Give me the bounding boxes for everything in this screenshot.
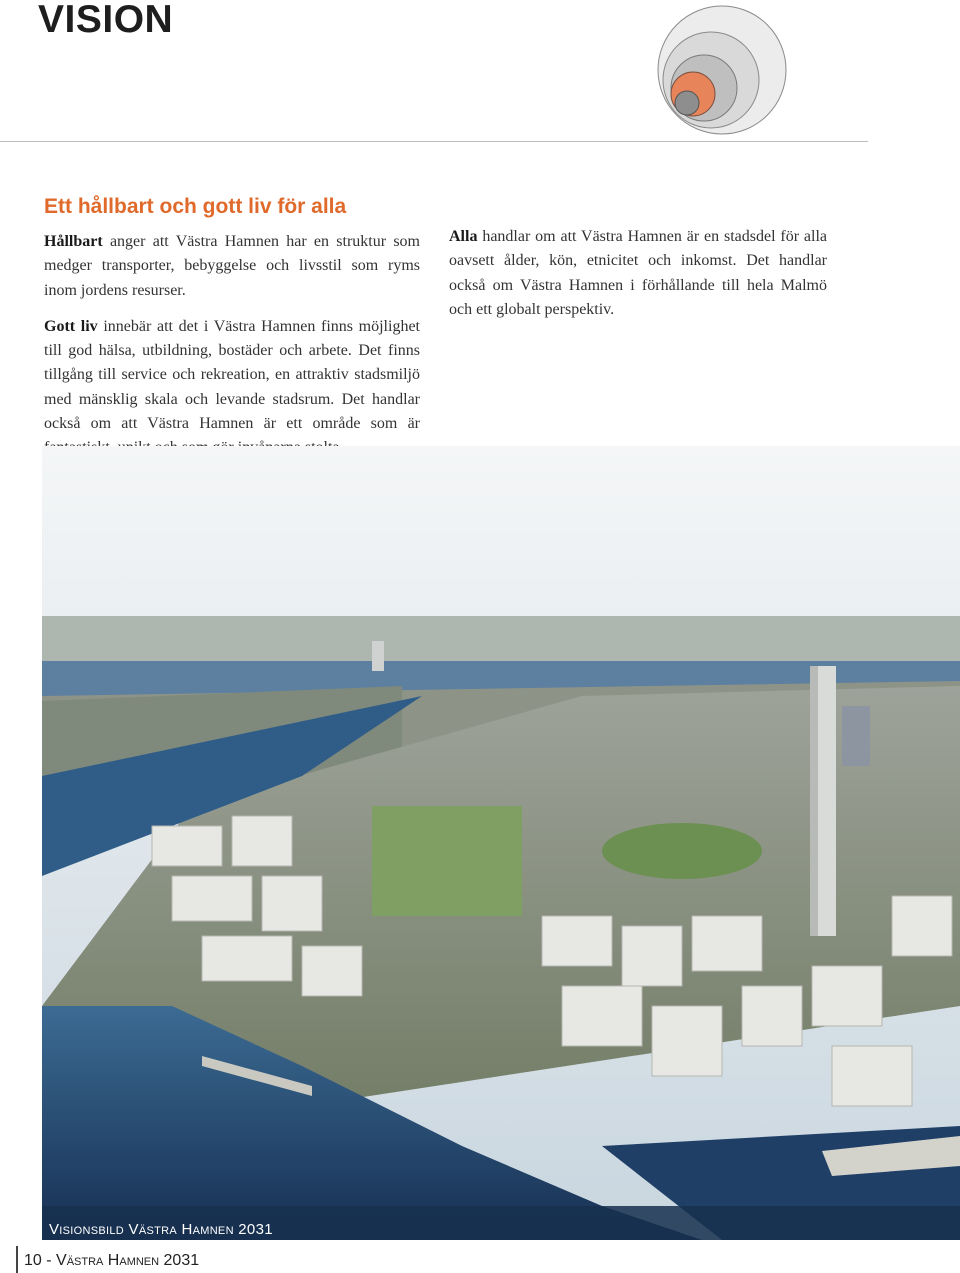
paragraph-text: handlar om att Västra Hamnen är en stadsdel för alla oavsett ålder, kön, etnicitet och inkomst. Det handlar också om Västra Hamnen i förhållande till hela Malmö och ett globalt perspektiv. <box>449 228 827 318</box>
paragraph-hallbart <box>44 230 420 303</box>
aerial-photo <box>42 446 960 1240</box>
paragraph-text: innebär att det i Västra Hamnen finns möjlighet till god hälsa, utbildning, bostäder och arbete. Det finns tillgång till service och rekreation, en attraktiv stadsmiljö med mänsklig skala och levande stadsrum. Det handlar också om att Västra Hamnen är ett område som är <box>44 317 420 433</box>
footer-text <box>24 1252 199 1270</box>
page-number: 10 <box>24 1252 42 1269</box>
footer-separator: - <box>41 1252 57 1269</box>
paragraph-alla <box>449 225 827 322</box>
photo-caption: Visionsbild Västra Hamnen 2031 <box>49 1221 273 1238</box>
body-column-right <box>449 225 827 334</box>
header-divider <box>0 141 868 142</box>
page-title: VISION <box>38 0 174 41</box>
page-footer <box>0 1240 960 1273</box>
concentric-circles-logo-icon <box>648 0 788 142</box>
section-heading: Ett hållbart och gott liv för alla <box>44 195 347 218</box>
publication-name: Västra Hamnen 2031 <box>56 1252 200 1269</box>
lead-word: Alla <box>449 228 478 245</box>
paragraph-gott-liv <box>44 315 420 461</box>
lead-word: Hållbart <box>44 233 103 250</box>
paragraph-text: anger att Västra Hamnen har en struktur som medger transporter, bebyggelse och livsstil som ryms inom jordens resurser. <box>44 233 420 299</box>
body-column-left <box>44 230 420 473</box>
lead-word: Gott liv <box>44 317 98 335</box>
footer-bar <box>16 1246 18 1273</box>
